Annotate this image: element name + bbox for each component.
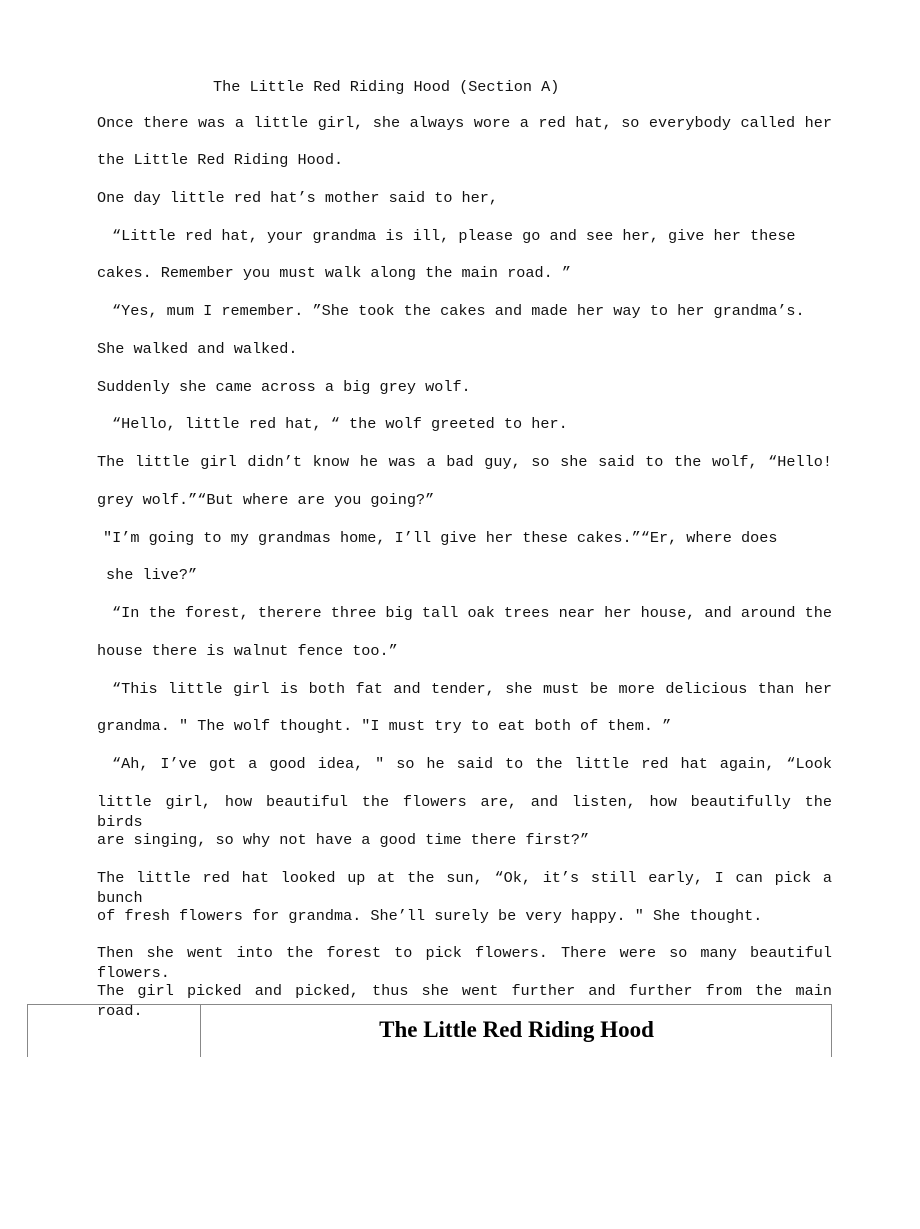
text-line: grey wolf.”“But where are you going?” <box>97 491 435 509</box>
table-border-left <box>27 1005 28 1057</box>
text-line: “This little girl is both fat and tender, she must be more delicious than her <box>112 680 832 698</box>
text-line: “Little red hat, your grandma is ill, please go and see her, give her these <box>112 227 796 245</box>
section-title: The Little Red Riding Hood (Section A) <box>213 78 560 96</box>
text-line: One day little red hat’s mother said to her, <box>97 189 499 207</box>
table-heading: The Little Red Riding Hood <box>379 1017 654 1042</box>
text-line: Then she went into the forest to pick flowers. There were so many beautiful flowers. <box>97 944 832 982</box>
text-line: “Ah, I’ve got a good idea, ″ so he said to the little red hat again, “Look <box>112 755 832 773</box>
text-line: she live?” <box>106 566 198 584</box>
text-line: are singing, so why not have a good time there first?” <box>97 831 590 849</box>
text-line: Suddenly she came across a big grey wolf. <box>97 378 471 396</box>
text-line: “Hello, little red hat, “ the wolf greeted to her. <box>112 415 568 433</box>
text-line: The girl picked and picked, thus she went further and further from the main road. <box>97 982 832 1020</box>
title-table <box>27 1004 832 1057</box>
text-line: cakes. Remember you must walk along the main road. ” <box>97 264 571 282</box>
text-line: The little red hat looked up at the sun, “Ok, it’s still early, I can pick a bunch <box>97 869 832 907</box>
text-line: of fresh flowers for grandma. She’ll surely be very happy. ″ She thought. <box>97 907 763 925</box>
text-line: grandma. ″ The wolf thought. ″I must try to eat both of them. ” <box>97 717 672 735</box>
text-line: little girl, how beautiful the flowers are, and listen, how beautifully the birds <box>97 793 832 831</box>
text-line: “Yes, mum I remember. ”She took the cakes and made her way to her grandma’s. <box>112 302 805 320</box>
text-line: house there is walnut fence too.” <box>97 642 398 660</box>
text-line: “In the forest, therere three big tall oak trees near her house, and around the <box>112 604 833 622</box>
text-line: the Little Red Riding Hood. <box>97 151 344 169</box>
text-line: ″I’m going to my grandmas home, I’ll give her these cakes.”“Er, where does <box>103 529 778 547</box>
text-line: The little girl didn’t know he was a bad guy, so she said to the wolf, “Hello! <box>97 453 832 471</box>
text-line: She walked and walked. <box>97 340 298 358</box>
text-line: Once there was a little girl, she always wore a red hat, so everybody called her <box>97 114 832 132</box>
